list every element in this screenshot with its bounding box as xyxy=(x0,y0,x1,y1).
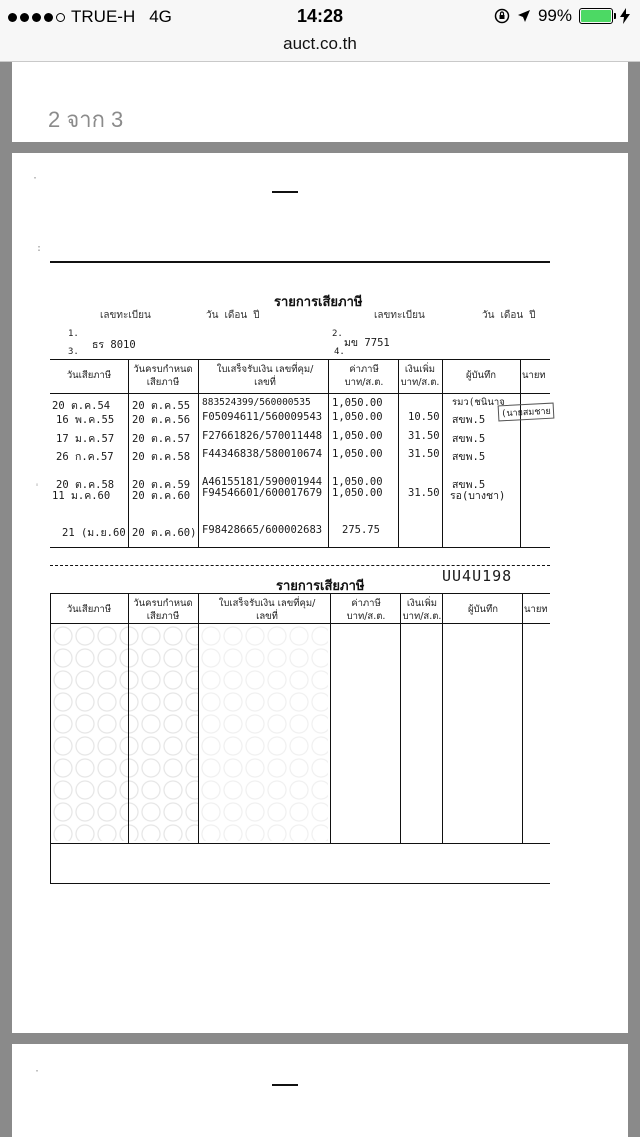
table1-title: รายการเสียภาษี xyxy=(274,295,363,310)
cell-due-date: 20 ต.ค.56 xyxy=(132,414,191,426)
col-header-receipt: ใบเสร็จรับเงิน เลขที่คุม/เลขที่ xyxy=(216,364,314,388)
cell-tax-date: 20 ต.ค.58 xyxy=(56,479,115,491)
cell-recorder: สขพ.5 xyxy=(452,451,486,463)
registration-1: ธร 8010 xyxy=(92,339,136,351)
carrier-name: TRUE-H xyxy=(71,7,136,26)
document-code: UU4U198 xyxy=(442,567,513,585)
row-number-3: 3. xyxy=(68,347,79,357)
cell-receipt: F94546601/600017679 xyxy=(202,487,323,499)
address-bar[interactable] xyxy=(0,34,640,62)
cell-tax-date: 11 ม.ค.60 xyxy=(52,490,111,502)
col-header-tax-date: วันเสียภาษี xyxy=(66,370,112,381)
cell-tax-amount: 1,050.00 xyxy=(332,397,383,409)
cell-recorder: รมว(ชนินาจ xyxy=(452,397,505,408)
cell-tax-amount: 1,050.00 xyxy=(332,487,383,499)
security-pattern xyxy=(200,625,328,841)
cell-tax-date: 21 (ม.ย.60 xyxy=(62,527,126,539)
col-header-registrar: นายท xyxy=(522,370,546,381)
col-header-tax-amount: ค่าภาษี บาท/ส.ต. xyxy=(344,364,384,388)
t2-col-header-tax-date: วันเสียภาษี xyxy=(66,604,112,615)
cell-recorder: รอ(บางชา) xyxy=(450,490,506,502)
cell-receipt: F05094611/560009543 xyxy=(202,411,323,423)
cell-due-date: 20 ต.ค.57 xyxy=(132,433,191,445)
battery-percent: 99% xyxy=(537,6,572,25)
cell-surcharge: 31.50 xyxy=(408,448,440,460)
cell-tax-amount: 1,050.00 xyxy=(332,411,383,423)
cell-tax-date: 26 ก.ค.57 xyxy=(56,451,114,463)
row-number-2: 2. xyxy=(332,329,343,339)
cell-surcharge: 31.50 xyxy=(408,487,440,499)
orientation-lock-icon xyxy=(494,8,510,24)
t2-col-header-recorder: ผู้บันทึก xyxy=(467,604,499,615)
cell-due-date: 20 ต.ค.59 xyxy=(132,479,191,491)
location-arrow-icon xyxy=(517,9,531,23)
date-label-1: วัน เดือน ปี xyxy=(206,310,260,321)
cell-due-date: 20 ต.ค.60 xyxy=(132,490,191,502)
cell-tax-date: 16 พ.ค.55 xyxy=(56,414,115,426)
row-number-1: 1. xyxy=(68,329,79,339)
stamp-note: (นายสมชาย xyxy=(498,403,555,422)
pdf-page-header xyxy=(12,62,628,142)
cell-tax-date: 17 ม.ค.57 xyxy=(56,433,115,445)
cell-surcharge: 10.50 xyxy=(408,411,440,423)
t2-col-header-due-date: วันครบกำหนด เสียภาษี xyxy=(133,598,193,622)
cell-receipt: F27661826/570011448 xyxy=(202,430,323,442)
cell-tax-date: 20 ต.ค.54 xyxy=(52,400,111,412)
t2-col-header-surcharge: เงินเพิ่ม บาท/ส.ต. xyxy=(402,598,442,622)
cell-tax-amount: 1,050.00 xyxy=(332,430,383,442)
t2-col-header-receipt: ใบเสร็จรับเงิน เลขที่คุม/เลขที่ xyxy=(218,598,316,622)
col-header-recorder: ผู้บันทึก xyxy=(465,370,497,381)
col-header-surcharge: เงินเพิ่ม บาท/ส.ต. xyxy=(400,364,440,388)
cell-recorder: สขพ.5 xyxy=(452,414,486,426)
registration-2: มข 7751 xyxy=(344,337,390,349)
clock: 14:28 xyxy=(296,6,344,26)
row-number-4: 4. xyxy=(334,347,345,357)
table2-title: รายการเสียภาษี xyxy=(276,579,365,594)
cell-due-date: 20 ต.ค.55 xyxy=(132,400,191,412)
reg-label-1: เลขทะเบียน xyxy=(100,310,151,321)
t2-col-header-tax-amount: ค่าภาษี บาท/ส.ต. xyxy=(346,598,386,622)
url-text: auct.co.th xyxy=(283,34,357,53)
cell-tax-amount: 1,050.00 xyxy=(332,448,383,460)
status-bar xyxy=(0,0,640,34)
cell-tax-amount: 275.75 xyxy=(342,524,380,536)
battery-icon xyxy=(579,8,613,24)
page-indicator: 2 จาก 3 xyxy=(48,107,124,132)
cell-receipt: A46155181/590001944 xyxy=(202,476,323,488)
t2-col-header-registrar: นายท xyxy=(524,604,548,615)
cell-receipt: F98428665/600002683 xyxy=(202,524,323,536)
cell-tax-amount: 1,050.00 xyxy=(332,476,383,488)
scanned-document-page: · : ˈ รายการเสียภาษี เลขทะเบียน วัน เดือน ปี เลขทะเบียน วัน เดือน ปี 1. ธร 8010 3. 2. มข 7751 4. วันเสียภาษี วันครบกำหนด เสียภาษี ใบเสร็จรับเงิน เลขที่คุม/เลขที่ ค่าภาษี บาท/ส.ต. เงินเพิ่ม บาท/ส.ต. ผู้บันทึก นายท 20 ต.ค.54 20 ต.ค.55 883524399/560000535 1,050.00 รมว(ชนินาจ (นายสมชาย 16 พ.ค.55 20 ต.ค.56 F05094611/560009543 1,050.00 10.50 สขพ.5 17 ม.ค.57 20 ต.ค.57 F27661826/570011448 1,050.00 31.50 สขพ.5 26 ก.ค.57 20 ต.ค.58 F44346838/580010674 1,050.00 31.50 สขพ.5 20 ต.ค.58 20 ต.ค.59 A46155181/590001944 1,050.00 สขพ.5 11 ม.ค.60 20 ต.ค.60 F94546601/600017679 1,050.00 31.50 รอ(บางชา) 21 (ม.ย.60 20 ต.ค.60) F98428665/600002683 275.75 รายการเสียภาษี UU4U198 วันเสียภาษี วันครบกำหนด เสียภาษี ใบเสร็จรับเงิน เลขที่คุม/เลขที่ ค่าภาษี บาท/ส.ต. เงินเพิ่ม บาท/ส.ต. ผู้บันทึก นายท xyxy=(12,153,628,1033)
reg-label-2: เลขทะเบียน xyxy=(374,310,425,321)
cell-receipt: 883524399/560000535 xyxy=(202,397,311,408)
cell-due-date: 20 ต.ค.60) xyxy=(132,527,197,539)
cell-recorder: สขพ.5 xyxy=(452,433,486,445)
date-label-2: วัน เดือน ปี xyxy=(482,310,536,321)
charging-bolt-icon xyxy=(620,8,630,24)
cell-surcharge: 31.50 xyxy=(408,430,440,442)
cell-due-date: 20 ต.ค.58 xyxy=(132,451,191,463)
network-type: 4G xyxy=(149,7,172,26)
col-header-due-date: วันครบกำหนด เสียภาษี xyxy=(133,364,193,388)
security-pattern xyxy=(52,625,198,841)
cell-receipt: F44346838/580010674 xyxy=(202,448,323,460)
next-document-page: · xyxy=(12,1044,628,1137)
cell-recorder: สขพ.5 xyxy=(452,479,486,491)
